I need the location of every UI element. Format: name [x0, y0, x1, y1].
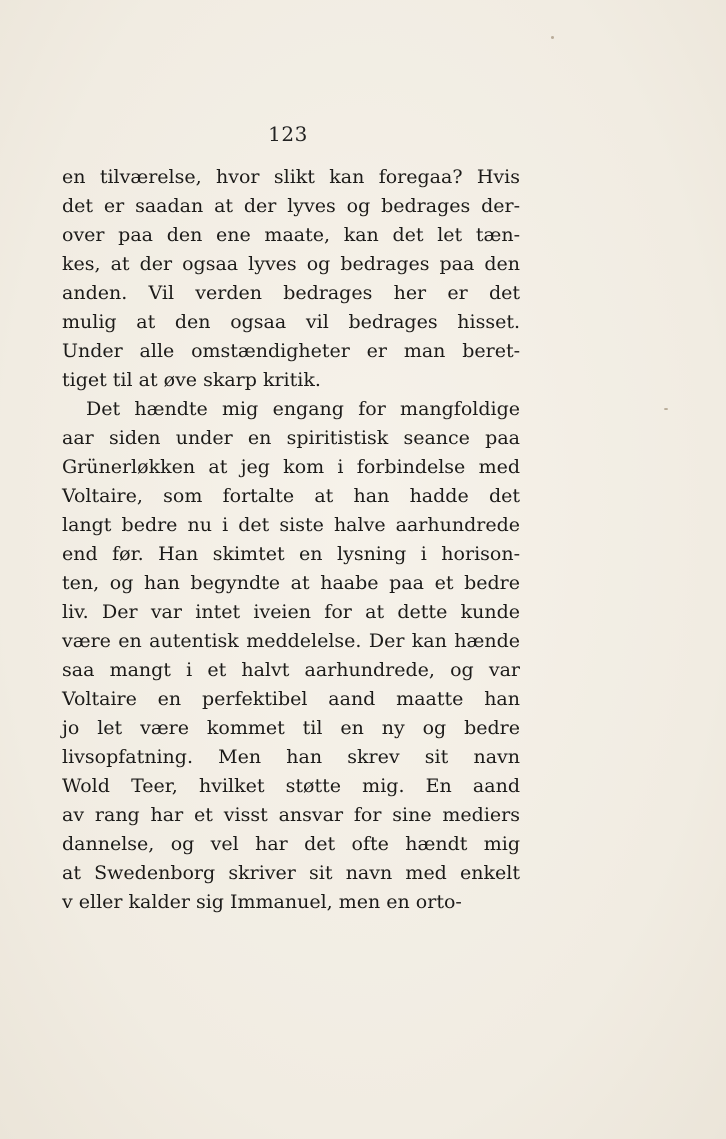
- text-line: anden. Vil verden bedrages her er det: [62, 282, 520, 304]
- page-number: 123: [268, 122, 308, 146]
- text-line: Wold Teer, hvilket støtte mig. En aand: [62, 775, 520, 797]
- text-line: være en autentisk meddelelse. Der kan hænde: [62, 630, 520, 652]
- text-line: saa mangt i et halvt aarhundrede, og var: [62, 659, 520, 681]
- text-line: en tilværelse, hvor slikt kan foregaa? Hvis: [62, 166, 520, 188]
- text-line: liv. Der var intet iveien for at dette kunde: [62, 601, 520, 623]
- paper-speck: [664, 408, 668, 410]
- text-line: dannelse, og vel har det ofte hændt mig: [62, 833, 520, 855]
- text-line: Grünerløkken at jeg kom i forbindelse med: [62, 456, 520, 478]
- text-line: at Swedenborg skriver sit navn med enkelt: [62, 862, 520, 884]
- text-line: Voltaire, som fortalte at han hadde det: [62, 485, 520, 507]
- text-line: Under alle omstændigheter er man beret-: [62, 340, 520, 362]
- text-line: jo let være kommet til en ny og bedre: [62, 717, 520, 739]
- text-line: kes, at der ogsaa lyves og bedrages paa den: [62, 253, 520, 275]
- text-line: livsopfatning. Men han skrev sit navn: [62, 746, 520, 768]
- body-text: [62, 163, 520, 917]
- text-line: langt bedre nu i det siste halve aarhundrede: [62, 514, 520, 536]
- text-line: end før. Han skimtet en lysning i horison-: [62, 543, 520, 565]
- paragraph-start-line: Det hændte mig engang for mangfoldige: [86, 398, 520, 420]
- text-line: ten, og han begyndte at haabe paa et bedre: [62, 572, 520, 594]
- paper-speck: [551, 36, 554, 39]
- text-line: aar siden under en spiritistisk seance paa: [62, 427, 520, 449]
- text-line: Voltaire en perfektibel aand maatte han: [62, 688, 520, 710]
- text-line: av rang har et visst ansvar for sine mediers: [62, 804, 520, 826]
- text-line: v eller kalder sig Immanuel, men en orto-: [62, 891, 462, 913]
- text-line: tiget til at øve skarp kritik.: [62, 369, 321, 391]
- text-line: det er saadan at der lyves og bedrages der-: [62, 195, 520, 217]
- text-line: over paa den ene maate, kan det let tæn-: [62, 224, 520, 246]
- text-line: mulig at den ogsaa vil bedrages hisset.: [62, 311, 520, 333]
